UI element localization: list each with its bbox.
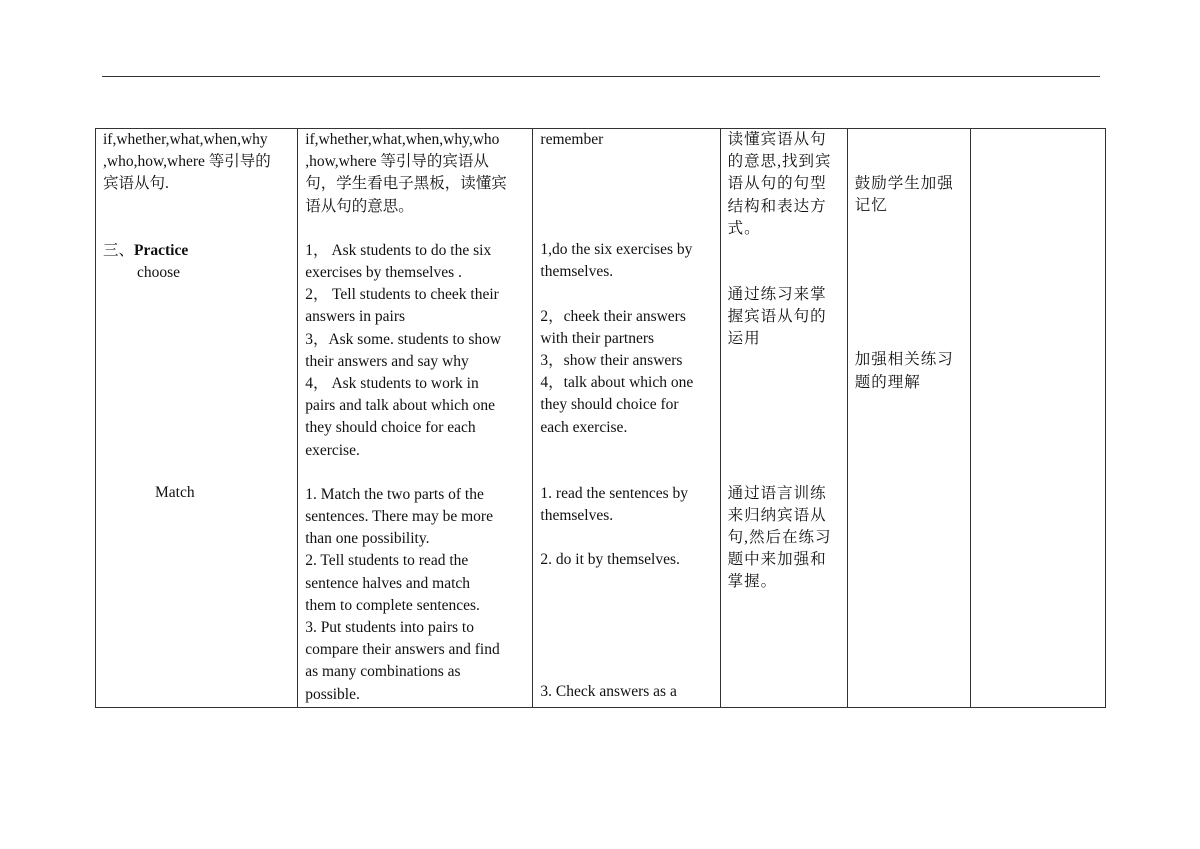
choose-label: choose [137, 263, 181, 281]
student-line: each exercise. [540, 418, 628, 436]
teacher-line: they should choice for each [305, 419, 476, 437]
purpose-line: 运用 [727, 330, 761, 348]
teacher-line: 1. Match the two parts of the [305, 485, 484, 503]
lesson-plan-table [95, 128, 1106, 708]
stage-line: ,who,how,where 等引导的 [103, 153, 271, 171]
student-line: themselves. [540, 263, 614, 281]
goal-line: 鼓励学生加强 [854, 175, 954, 192]
student-line: 3，show their answers [540, 352, 683, 370]
match-label: Match [155, 484, 195, 502]
purpose-line: 通过语言训练 [727, 484, 827, 502]
teacher-line: compare their answers and find [305, 641, 500, 659]
teacher-line: sentence halves and match [305, 574, 471, 592]
student-line: 2. do it by themselves. [540, 551, 680, 569]
header-rule [102, 76, 1100, 77]
purpose-line: 读懂宾语从句 [727, 131, 827, 148]
teacher-line: answers in pairs [305, 308, 406, 326]
purpose-line: 题中来加强和 [727, 551, 827, 569]
teacher-line: 3. Put students into pairs to [305, 619, 474, 637]
purpose-line: 的意思,找到宾 [727, 153, 832, 171]
purpose-line: 语从句的句型 [727, 175, 827, 193]
teacher-line: 语从句的意思。 [305, 197, 414, 215]
student-line: 1,do the six exercises by [540, 241, 693, 259]
purpose-cell [720, 129, 847, 708]
teacher-line: possible. [305, 685, 360, 703]
purpose-line: 通过练习来掌 [727, 286, 827, 304]
purpose-line: 掌握。 [727, 573, 778, 591]
teacher-line: than one possibility. [305, 530, 430, 548]
purpose-line: 结构和表达方 [727, 197, 827, 215]
goal-line: 题的理解 [854, 373, 921, 391]
student-line: with their partners [540, 329, 655, 347]
student-line: 1. read the sentences by [540, 484, 689, 502]
table-row [96, 129, 1106, 708]
student-line: 3. Check answers as a [540, 683, 677, 701]
notes-cell [970, 129, 1105, 708]
teacher-line: exercises by themselves . [305, 264, 462, 282]
section-title: Practice [134, 241, 189, 259]
goal-line: 加强相关练习 [854, 351, 954, 369]
stage-cell [96, 129, 298, 708]
teacher-line: their answers and say why [305, 352, 469, 370]
teacher-activity-cell [298, 129, 533, 708]
practice-heading [103, 240, 290, 262]
student-activity-cell [533, 129, 720, 708]
purpose-line: 握宾语从句的 [727, 308, 827, 326]
teacher-line: if,whether,what,when,why,who [305, 131, 500, 148]
teacher-line: as many combinations as [305, 663, 461, 681]
teacher-line: 4， Ask students to work in [305, 375, 479, 393]
teacher-line: 句，学生看电子黑板，读懂宾 [305, 175, 507, 193]
teacher-line: exercise. [305, 441, 360, 459]
teacher-line: pairs and talk about which one [305, 397, 496, 415]
teacher-line: sentences. There may be more [305, 508, 493, 526]
goal-line: 记忆 [854, 197, 888, 215]
section-prefix: 三、 [103, 241, 135, 259]
teacher-line: them to complete sentences. [305, 596, 480, 614]
teacher-line: ,how,where 等引导的宾语从 [305, 153, 489, 171]
stage-line: 宾语从句. [103, 175, 169, 193]
teacher-line: 1， Ask students to do the six [305, 241, 492, 259]
student-line: 4，talk about which one [540, 374, 694, 392]
purpose-line: 来归纳宾语从 [727, 506, 827, 524]
purpose-line: 句,然后在练习 [727, 529, 832, 547]
student-line: they should choice for [540, 396, 679, 414]
purpose-line: 式。 [727, 219, 761, 237]
student-line: 2，cheek their answers [540, 307, 686, 325]
student-line: themselves. [540, 507, 614, 525]
student-line: remember [540, 131, 604, 148]
stage-line: if,whether,what,when,why [103, 131, 268, 148]
goal-cell [847, 129, 970, 708]
teacher-line: 3，Ask some. students to show [305, 330, 502, 348]
teacher-line: 2， Tell students to cheek their [305, 286, 499, 304]
teacher-line: 2. Tell students to read the [305, 552, 469, 570]
